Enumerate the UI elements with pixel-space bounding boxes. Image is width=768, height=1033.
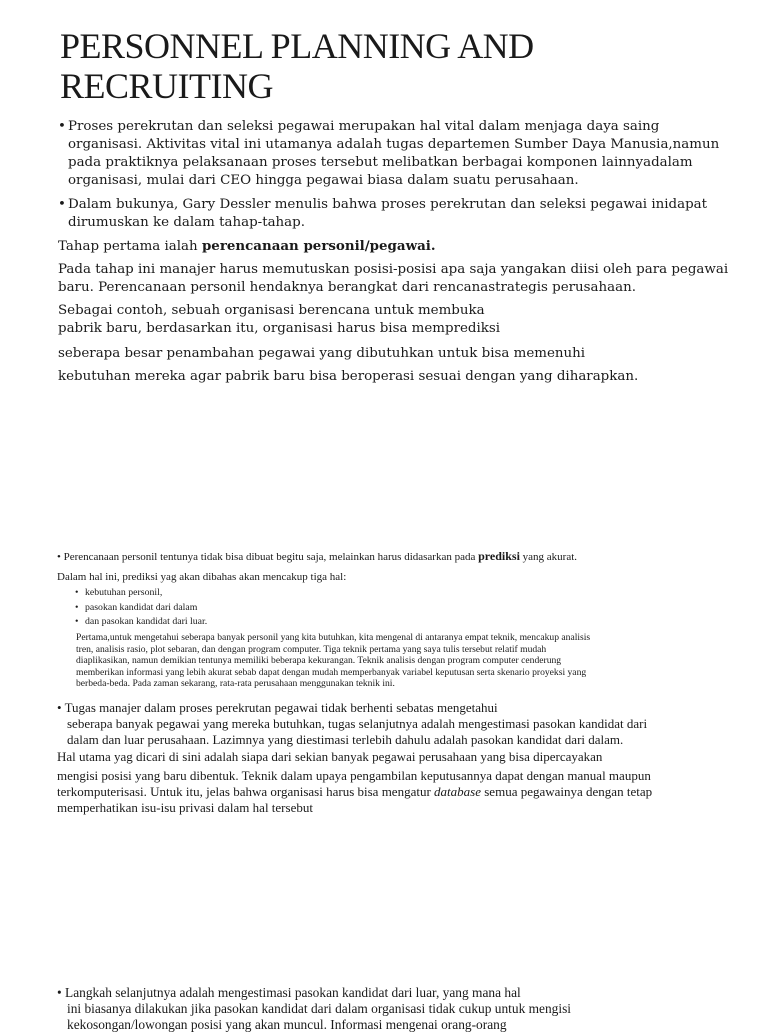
- text-line: berbeda-beda. Pada zaman sekarang, rata-rata perusahaan menggunakan teknik ini.: [76, 678, 395, 690]
- text-line: seberapa banyak pegawai yang mereka butuhkan, tugas selanjutnya adalah mengestimasi pasokan kandidat dari: [67, 716, 648, 731]
- paragraph-example: [58, 302, 758, 338]
- stage-prefix: Tahap pertama ialah: [58, 239, 202, 254]
- bullet-manager-task: [57, 700, 757, 748]
- text-line: kekosongan/lowongan posisi yang akan muncul. Informasi mengenai orang-orang: [67, 1017, 507, 1032]
- text-line: Pertama,untuk mengetahui seberapa banyak personil yang kita butuhkan, kita mengenal di antaranya empat teknik, mencakup analisis: [76, 632, 591, 643]
- text-line: memberikan informasi yang lebih akurat sebab dapat dengan mudah memperbanyak variabel keputusan serta skenario proyeksi yang: [76, 666, 587, 678]
- text-line: dirumuskan ke dalam tahap-tahap.: [68, 215, 305, 230]
- bullet-icon: •: [58, 197, 66, 212]
- paragraph-internal: [57, 749, 757, 765]
- text-line: Proses perekrutan dan seleksi pegawai merupakan hal vital dalam menjaga daya saing: [68, 119, 660, 134]
- list-item: • pasokan kandidat dari dalam: [75, 601, 198, 613]
- text-line: • Langkah selanjutnya adalah mengestimasi pasokan kandidat dari luar, yang mana hal: [57, 985, 521, 1000]
- paragraph-manager: [58, 261, 758, 297]
- text-line: kebutuhan mereka agar pabrik baru bisa beroperasi sesuai dengan yang diharapkan.: [58, 369, 639, 384]
- page-title: PERSONNEL PLANNING AND RECRUITING: [60, 26, 534, 106]
- bullet-external: [57, 985, 747, 1033]
- text-line: Hal utama yag dicari di sini adalah siapa dari sekian banyak pegawai perusahaan yang bisa dipercayakan: [57, 749, 603, 764]
- bullet-prediction: [57, 550, 757, 564]
- text-line: pada praktiknya pelaksanaan proses tersebut melibatkan berbagai komponen lainnyadalam: [68, 155, 693, 170]
- prediction-bold: prediksi: [478, 549, 520, 563]
- stage-heading: [58, 237, 758, 256]
- prediction-detail: [76, 632, 756, 690]
- text-line: ini biasanya dilakukan jika pasokan kandidat dari dalam organisasi tidak cukup untuk mengisi: [67, 1001, 572, 1016]
- text-span: semua pegawainya dengan tetap: [481, 784, 653, 799]
- prediction-list: [75, 586, 475, 630]
- text-line: diaplikasikan, namun demikian tentunya memiliki beberapa kekurangan. Teknik analisis dengan program computer cenderung: [76, 655, 562, 667]
- stage-bold: perencanaan personil/pegawai.: [201, 238, 436, 254]
- database-italic: database: [434, 784, 481, 799]
- bullet-dessler: [58, 196, 758, 232]
- text-span: • Perencanaan personil tentunya tidak bisa dibuat begitu saja, melainkan harus didasarkan pada: [57, 551, 479, 563]
- text-line: memperhatikan isu-isu privasi dalam hal tersebut: [57, 800, 313, 815]
- text-line: organisasi. Aktivitas vital ini utamanya adalah tugas departemen Sumber Daya Manusia,namun: [68, 137, 720, 152]
- text-span: terkomputerisasi. Untuk itu, jelas bahwa organisasi harus bisa mengatur: [57, 784, 435, 799]
- list-item: • dan pasokan kandidat dari luar.: [75, 616, 208, 627]
- text-line: Pada tahap ini manajer harus memutuskan posisi-posisi apa saja yangakan diisi oleh para pegawai: [58, 262, 729, 277]
- text-line: seberapa besar penambahan pegawai yang dibutuhkan untuk bisa memenuhi: [58, 346, 586, 361]
- text-line: organisasi, mulai dari CEO hingga pegawai biasa dalam suatu perusahaan.: [68, 173, 579, 188]
- bullet-recruitment: [58, 118, 758, 190]
- text-line: baru. Perencanaan personil hendaknya berangkat dari rencanastrategis perusahaan.: [58, 280, 637, 295]
- text-line: Sebagai contoh, sebuah organisasi berencana untuk membuka: [58, 303, 485, 318]
- bullet-icon: •: [58, 119, 66, 134]
- text-line: • Tugas manajer dalam proses perekrutan pegawai tidak berhenti sebatas mengetahui: [57, 700, 498, 715]
- text-line: pabrik baru, berdasarkan itu, organisasi harus bisa memprediksi: [58, 321, 501, 336]
- paragraph-needs: [58, 368, 758, 386]
- text-span: yang akurat.: [519, 551, 578, 563]
- text-line: Dalam hal ini, prediksi yag akan dibahas akan mencakup tiga hal:: [57, 571, 347, 583]
- text-line: tren, analisis rasio, plot sebaran, dan dengan program computer. Tiga teknik pertama yang saya tulis tersebut relatif mudah: [76, 643, 547, 655]
- prediction-intro: [57, 571, 757, 584]
- text-line: mengisi posisi yang baru dibentuk. Teknik dalam upaya pengambilan keputusannya dapat dengan manual maupun: [57, 768, 651, 783]
- paragraph-database: [57, 768, 757, 816]
- text-line: Dalam bukunya, Gary Dessler menulis bahwa proses perekrutan dan seleksi pegawai inidapat: [68, 197, 708, 212]
- paragraph-estimate: [58, 345, 758, 363]
- list-item: • kebutuhan personil,: [75, 587, 163, 598]
- text-line: dalam dan luar perusahaan. Lazimnya yang diestimasi terlebih dahulu adalah pasokan kandidat dari dalam.: [67, 732, 624, 747]
